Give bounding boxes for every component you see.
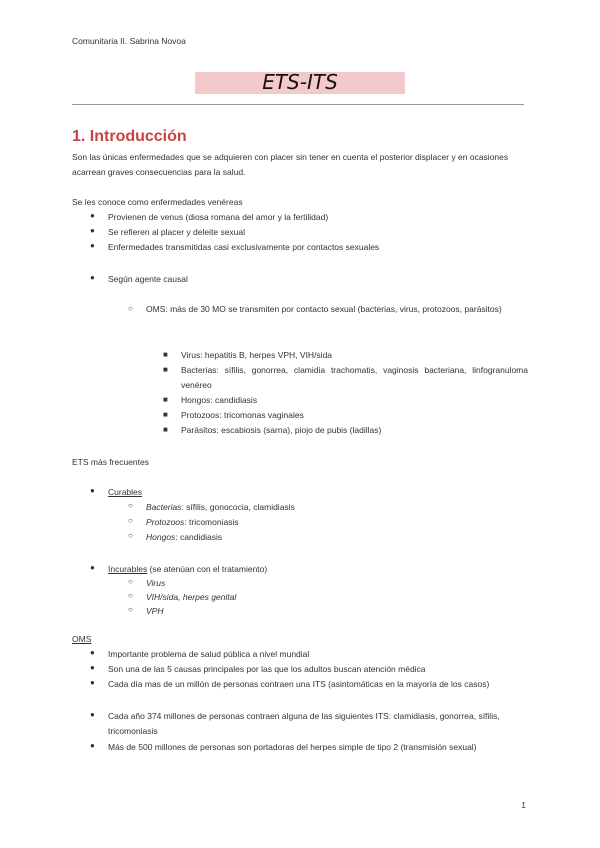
list-item [146,500,295,515]
page-number: 1 [521,800,526,810]
item-rest: : tricomoniasis [184,517,239,527]
circle-bullet-icon: ○ [128,516,133,525]
incurables-note: (se atenúan con el tratamiento) [147,564,268,574]
intro-paragraph: Son las únicas enfermedades que se adquieren con placer sin tener en cuenta el posterior displacer y en ocasiones acarrean graves consecuencias para la salud. [72,152,509,177]
circle-bullet-icon: ○ [128,501,133,510]
list-item: Provienen de venus (diosa romana del amor y la fertilidad) [108,212,329,222]
list-item: OMS: más de 30 MO se transmiten por contacto sexual (bacterias, virus, protozoos, parásitos) [146,304,502,314]
title-divider [72,104,524,105]
circle-bullet-icon: ○ [128,531,133,540]
bullet-icon: ● [90,211,95,220]
bullet-icon: ● [90,648,95,657]
item-rest: : candidiasis [175,532,223,542]
page-title: ETS-ITS [262,70,338,94]
circle-bullet-icon: ○ [128,591,133,600]
bullet-icon: ● [90,486,95,495]
square-bullet-icon: ■ [163,365,168,374]
list-item: Cada año 374 millones de personas contraen alguna de las siguientes ITS: clamidiasis, gonorrea, sífilis, tricomoniasis [108,711,500,736]
circle-bullet-icon: ○ [128,605,133,614]
venereas-intro: Se les conoce como enfermedades venéreas [72,197,243,207]
bullet-icon: ● [90,563,95,572]
circle-bullet-icon: ○ [128,577,133,586]
list-item: Bacterias: sífilis, gonorrea, clamidia trachomatis, vaginosis bacteriana, linfogranuloma venéreo [181,365,528,390]
incurables-label: Incurables [108,564,148,574]
frecuentes-title: ETS más frecuentes [72,457,150,467]
list-item: Virus: hepatitis B, herpes VPH, VIH/sida [181,350,333,360]
item-name: Bacterias [146,502,182,512]
item-name: Hongos [146,532,176,542]
oms-label: OMS [72,634,92,644]
list-item: Parásitos: escabiosis (sarna), piojo de pubis (ladillas) [181,425,382,435]
list-item: Virus [146,578,166,588]
list-item [108,562,267,577]
square-bullet-icon: ■ [163,410,168,419]
list-item [146,515,239,530]
circle-bullet-icon: ○ [128,304,133,313]
list-item: VPH [146,606,164,616]
bullet-icon: ● [90,741,95,750]
square-bullet-icon: ■ [163,425,168,434]
list-item: Son una de las 5 causas principales por las que los adultos buscan atención médica [108,664,426,674]
bullet-icon: ● [90,678,95,687]
item-name: Protozoos [146,517,185,527]
square-bullet-icon: ■ [163,350,168,359]
bullet-icon: ● [90,710,95,719]
bullet-icon: ● [90,241,95,250]
list-item: Protozoos: tricomonas vaginales [181,410,304,420]
square-bullet-icon: ■ [163,395,168,404]
list-item: Se refieren al placer y deleite sexual [108,227,246,237]
list-item: Cada día mas de un millón de personas contraen una ITS (asintomáticas en la mayoría de los casos) [108,679,490,689]
bullet-icon: ● [90,273,95,282]
list-item: Hongos: candidiasis [181,395,258,405]
section-heading: 1. Introducción [72,128,187,145]
list-item: Más de 500 millones de personas son portadoras del herpes simple de tipo 2 (transmisión sexual) [108,742,477,752]
curables-label: Curables [108,487,143,497]
list-item: Según agente causal [108,274,188,284]
page-header: Comunitaria II. Sabrina Novoa [72,36,186,46]
list-item: Importante problema de salud pública a nivel mundial [108,649,310,659]
bullet-icon: ● [90,663,95,672]
item-rest: : sífilis, gonococia, clamidiasis [181,502,295,512]
list-item: Enfermedades transmitidas casi exclusivamente por contactos sexuales [108,242,380,252]
list-item [146,530,222,545]
bullet-icon: ● [90,226,95,235]
list-item: VIH/sida, herpes genital [146,592,237,602]
